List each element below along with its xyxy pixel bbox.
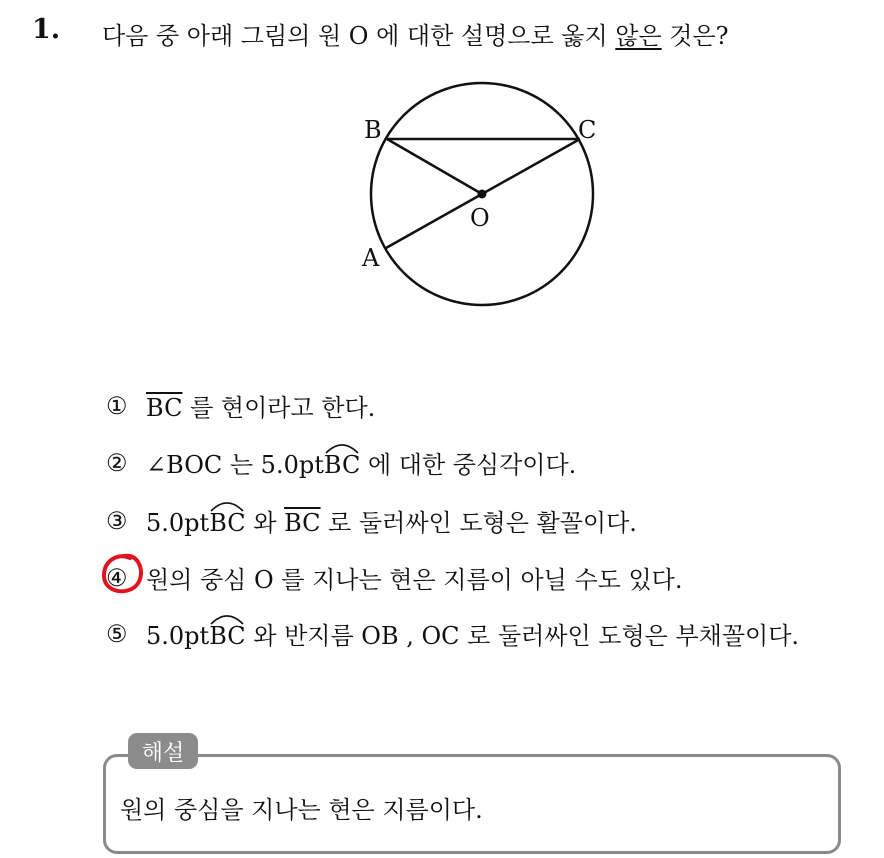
arc-bc xyxy=(209,509,245,537)
answer-circle-mark xyxy=(100,552,146,596)
label-b: B xyxy=(364,116,382,144)
choice-number: ④ xyxy=(106,563,128,592)
choice-text-part: ∠BOC 는 5.0pt xyxy=(146,451,324,479)
choice-text-part: 에 대한 중심각이다. xyxy=(360,451,577,479)
arc-label: BC xyxy=(209,622,246,650)
choice-number: ③ xyxy=(106,506,128,535)
question-stem xyxy=(102,16,729,51)
question-stem-part: 다음 중 아래 그림의 원 O 에 대한 설명으로 옳지 xyxy=(102,22,616,50)
question-number: 1. xyxy=(32,14,61,45)
arc-symbol xyxy=(324,441,360,455)
choice-number: ⑤ xyxy=(106,619,128,648)
radius-oc xyxy=(482,139,580,194)
choice-text xyxy=(146,445,576,480)
choice-5[interactable] xyxy=(106,616,799,651)
circle-figure xyxy=(350,80,610,320)
choice-text xyxy=(146,560,682,595)
choice-text-part: 와 반지름 OB , OC 로 둘러싸인 도형은 부채꼴이다. xyxy=(245,622,800,650)
choice-number: ② xyxy=(106,448,128,477)
radius-oa xyxy=(386,194,482,248)
label-a: A xyxy=(362,244,380,272)
question-stem-underlined: 않은 xyxy=(615,22,662,50)
arc-symbol xyxy=(209,499,245,513)
choice-text-part: 로 둘러싸인 도형은 활꼴이다. xyxy=(320,509,637,537)
arc-bc xyxy=(209,622,245,650)
center-dot xyxy=(478,190,487,199)
label-o: O xyxy=(470,204,490,232)
choice-number: ① xyxy=(106,391,128,420)
choice-text-part: 5.0pt xyxy=(146,622,210,650)
choice-text-part: 5.0pt xyxy=(146,509,210,537)
choice-text xyxy=(146,616,799,651)
arc-label: BC xyxy=(323,451,361,479)
arc-bc xyxy=(324,451,360,479)
choice-4[interactable] xyxy=(106,560,682,595)
choice-2[interactable] xyxy=(106,445,576,480)
choice-1[interactable] xyxy=(106,388,375,423)
arc-symbol xyxy=(209,612,245,626)
arc-label: BC xyxy=(209,509,246,537)
radius-ob xyxy=(387,139,482,194)
choice-text-part: 를 현이라고 한다. xyxy=(182,394,376,422)
explanation-text: 원의 중심을 지나는 현은 지름이다. xyxy=(120,796,483,824)
choice-text xyxy=(146,388,375,423)
choice-text-part: 원의 중심 O 를 지나는 현은 지름이 아닐 수도 있다. xyxy=(146,566,683,594)
question-stem-end: 것은? xyxy=(661,22,729,50)
label-c: C xyxy=(578,116,597,144)
choice-text-part: 와 xyxy=(245,509,285,537)
segment-bc: $\overline{BC}$ xyxy=(284,509,321,537)
explanation-tag: 해설 xyxy=(128,733,198,769)
choice-text xyxy=(146,503,637,538)
choice-3[interactable] xyxy=(106,503,637,538)
segment-bc: $\overline{BC}$ xyxy=(146,394,183,422)
